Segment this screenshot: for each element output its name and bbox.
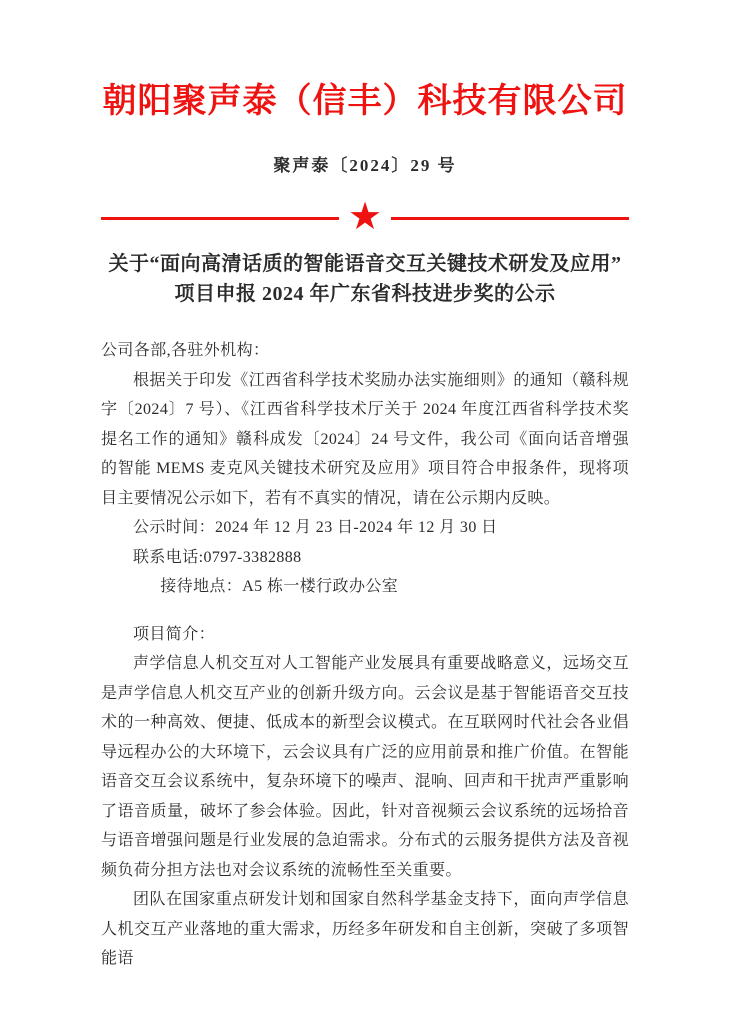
notice-time-line: 公示时间：2024 年 12 月 23 日-2024 年 12 月 30 日 [133,519,498,536]
document-title-line1: 关于“面向高清话质的智能语音交互关键技术研发及应用” [108,253,622,275]
project-intro-paragraph: 声学信息人机交互对人工智能产业发展具有重要战略意义，远场交互是声学信息人机交互产业的创新升级方向。云会议是基于智能语音交互技术的一种高效、便捷、低成本的新型会议模式。在互联网时代社会各业倡导远程办公的大环境下，云会议具有广泛的应用前景和推广价值。在智能语音交互会议系统中，复杂环境下的噪声、混响、回声和干扰声严重影响了语音质量，破坏了参会体验。因此，针对音视频云会议系统的远场拾音与语音增强问题是行业发展的急迫需求。分布式的云服务提供方法及音视频负荷分担方法也对会议系统的流畅性至关重要。 [101,655,629,879]
notice-phone-line: 联系电话:0797-3382888 [133,548,302,566]
document-body [101,336,629,974]
basis-paragraph: 根据关于印发《江西省科学技术奖励办法实施细则》的通知（赣科规字〔2024〕7 号）、《江西省科学技术厅关于 2024 年度江西省科学技术奖提名工作的通知》赣科成发〔2024〕24 号文件，我公司《面向话音增强的智能 MEMS 麦克风关键技术研究及应用》项目符合申报条件，现将项目主要情况公示如下，若有不真实的情况，请在公示期内反映。 [101,371,629,507]
project-intro-label: 项目简介： [133,625,216,643]
red-star-icon: ★ [347,195,383,238]
divider-line-left [101,217,339,220]
divider-line-right [391,217,629,220]
document-title-line2: 项目申报 2024 年广东省科技进步奖的公示 [174,283,556,305]
document-page [101,0,629,974]
company-title: 朝阳聚声泰（信丰）科技有限公司 [102,83,628,120]
doc-number: 聚声泰〔2024〕29 号 [273,156,457,175]
project-team-paragraph: 团队在国家重点研发计划和国家自然科学基金支持下，面向声学信息人机交互产业落地的重大需求，历经多年研发和自主创新，突破了多项智能语 [101,891,629,967]
document-title [101,249,629,309]
salutation: 公司各部,各驻外机构： [101,342,270,359]
red-divider [101,195,629,238]
notice-location-line: 接待地点：A5 栋一楼行政办公室 [160,578,399,595]
